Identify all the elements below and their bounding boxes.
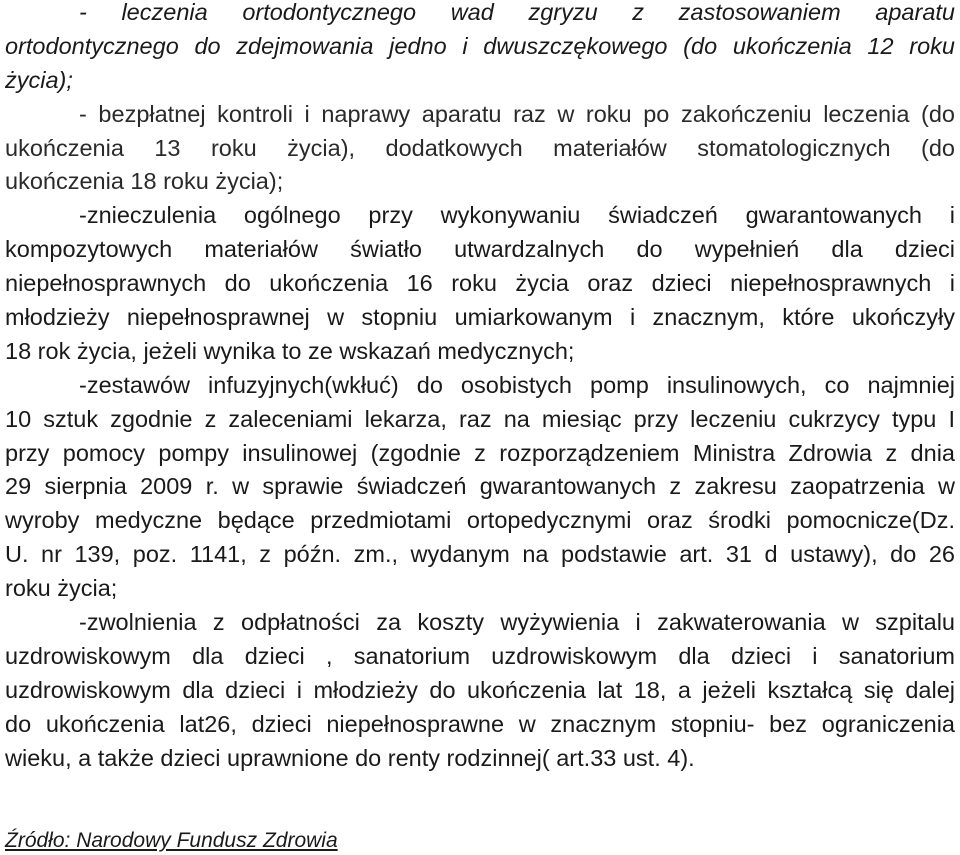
orthodontic-treatment-item: [5, 0, 955, 98]
appliance-inspection-item: [5, 98, 955, 200]
text-line: przy pomocy pompy insulinowej (zgodnie z rozporządzeniem Ministra Zdrowia z dnia: [5, 439, 955, 466]
text-line: życia);: [5, 66, 73, 93]
text-line: ukończenia 18 roku życia);: [5, 168, 284, 195]
text-line: - leczenia ortodontycznego wad zgryzu z zastosowaniem aparatu: [79, 0, 955, 25]
text-line: do ukończenia lat26, dzieci niepełnosprawne w znacznym stopniu- bez ograniczenia: [5, 710, 955, 737]
text-line: niepełnosprawnych do ukończenia 16 roku życia oraz dzieci niepełnosprawnych i: [5, 270, 955, 297]
text-line: uzdrowiskowym dla dzieci i młodzieży do ukończenia lat 18, a jeżeli kształcą się dalej: [5, 676, 955, 703]
document-body: [5, 0, 955, 775]
text-line: wyroby medyczne będące przedmiotami ortopedycznymi oraz środki pomocnicze(Dz.: [5, 507, 955, 534]
text-line: U. nr 139, poz. 1141, z późn. zm., wydanym na podstawie art. 31 d ustawy), do 26: [5, 541, 955, 568]
sanatorium-fee-exemption-item: [5, 606, 955, 775]
general-anesthesia-item: [5, 199, 955, 368]
text-line: kompozytowych materiałów światło utwardzalnych do wypełnień dla dzieci: [5, 236, 955, 263]
text-line: -znieczulenia ogólnego przy wykonywaniu świadczeń gwarantowanych i: [79, 202, 955, 229]
text-line: 29 sierpnia 2009 r. w sprawie świadczeń gwarantowanych z zakresu zaopatrzenia w: [5, 473, 955, 500]
text-line: wieku, a także dzieci uprawnione do renty rodzinnej( art.33 ust. 4).: [5, 744, 695, 771]
text-line: ukończenia 13 roku życia), dodatkowych materiałów stomatologicznych (do: [5, 134, 955, 161]
text-line: młodzieży niepełnosprawnej w stopniu umiarkowanym i znacznym, które ukończyły: [5, 304, 955, 331]
text-line: -zwolnienia z odpłatności za koszty wyżywienia i zakwaterowania w szpitalu: [79, 609, 955, 636]
text-line: 18 rok życia, jeżeli wynika to ze wskazań medycznych;: [5, 337, 575, 364]
text-line: -zestawów infuzyjnych(wkłuć) do osobistych pomp insulinowych, co najmniej: [79, 371, 955, 398]
text-line: roku życia;: [5, 575, 118, 602]
text-line: ortodontycznego do zdejmowania jedno i dwuszczękowego (do ukończenia 12 roku: [5, 32, 955, 59]
text-line: uzdrowiskowym dla dzieci , sanatorium uzdrowiskowym dla dzieci i sanatorium: [5, 642, 955, 669]
source-citation: Źródło: Narodowy Fundusz Zdrowia: [5, 829, 338, 852]
infusion-sets-item: [5, 369, 955, 606]
text-line: 10 sztuk zgodnie z zaleceniami lekarza, raz na miesiąc przy leczeniu cukrzycy typu I: [5, 405, 955, 432]
text-line: - bezpłatnej kontroli i naprawy aparatu raz w roku po zakończeniu leczenia (do: [79, 100, 955, 127]
